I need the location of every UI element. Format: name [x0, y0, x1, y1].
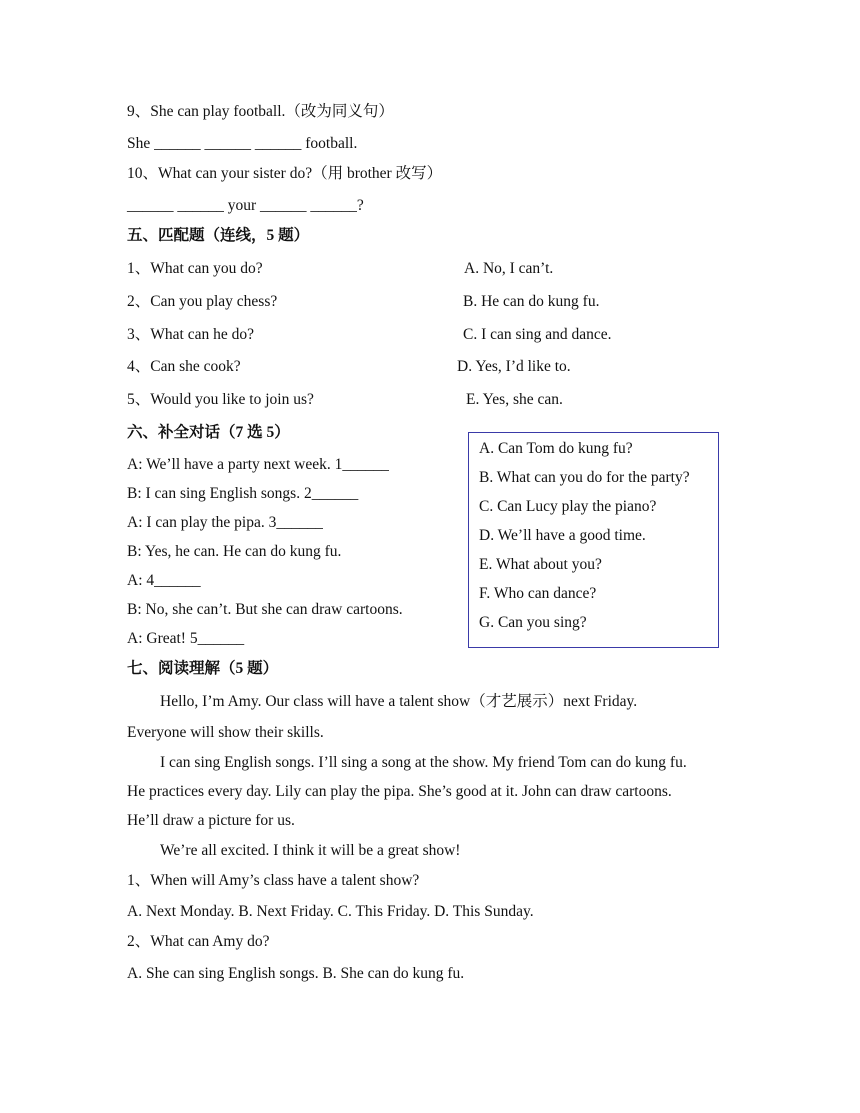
option-item: E. What about you?	[479, 556, 602, 573]
dialog-line: A: 4______	[127, 572, 201, 589]
section-6-heading: 六、补全对话（7 选 5）	[127, 424, 290, 441]
reading-question-2-options: A. She can sing English songs. B. She can do kung fu.	[127, 965, 465, 982]
match-question: 2、Can you play chess?	[127, 293, 278, 310]
match-question: 4、Can she cook?	[127, 358, 241, 375]
dialog-line: A: We’ll have a party next week. 1______	[127, 456, 389, 473]
passage-line: Everyone will show their skills.	[127, 724, 324, 741]
passage-line: He practices every day. Lily can play the pipa. She’s good at it. John can draw cartoons.	[127, 783, 672, 800]
dialog-line: A: Great! 5______	[127, 630, 245, 647]
option-item: G. Can you sing?	[479, 614, 587, 631]
question-10-answer-line: ______ ______ your ______ ______?	[127, 197, 364, 214]
question-10-prompt: 10、What can your sister do?（用 brother 改写）	[127, 165, 443, 182]
match-question: 1、What can you do?	[127, 260, 263, 277]
option-item: A. Can Tom do kung fu?	[479, 440, 633, 457]
match-answer: B. He can do kung fu.	[463, 293, 600, 310]
passage-line: Hello, I’m Amy. Our class will have a talent show（才艺展示）next Friday.	[160, 693, 638, 710]
reading-question-1: 1、When will Amy’s class have a talent show?	[127, 872, 420, 889]
dialog-line: B: Yes, he can. He can do kung fu.	[127, 543, 342, 560]
section-7-heading: 七、阅读理解（5 题）	[127, 660, 279, 677]
dialog-line: A: I can play the pipa. 3______	[127, 514, 323, 531]
match-question: 3、What can he do?	[127, 326, 254, 343]
section-5-heading: 五、匹配题（连线，5 题）	[127, 227, 310, 244]
match-answer: D. Yes, I’d like to.	[457, 358, 571, 375]
option-item: F. Who can dance?	[479, 585, 597, 602]
reading-question-1-options: A. Next Monday. B. Next Friday. C. This Friday. D. This Sunday.	[127, 903, 534, 920]
match-answer: E. Yes, she can.	[466, 391, 563, 408]
option-item: B. What can you do for the party?	[479, 469, 690, 486]
match-question: 5、Would you like to join us?	[127, 391, 314, 408]
question-9-answer-line: She ______ ______ ______ football.	[127, 135, 358, 152]
passage-line: We’re all excited. I think it will be a great show!	[160, 842, 461, 859]
dialog-line: B: No, she can’t. But she can draw cartoons.	[127, 601, 403, 618]
match-answer: A. No, I can’t.	[464, 260, 554, 277]
question-9-prompt: 9、She can play football.（改为同义句）	[127, 103, 394, 120]
passage-line: He’ll draw a picture for us.	[127, 812, 295, 829]
dialog-line: B: I can sing English songs. 2______	[127, 485, 359, 502]
option-item: D. We’ll have a good time.	[479, 527, 646, 544]
match-answer: C. I can sing and dance.	[463, 326, 612, 343]
reading-question-2: 2、What can Amy do?	[127, 933, 270, 950]
passage-line: I can sing English songs. I’ll sing a song at the show. My friend Tom can do kung fu.	[160, 754, 687, 771]
option-item: C. Can Lucy play the piano?	[479, 498, 657, 515]
